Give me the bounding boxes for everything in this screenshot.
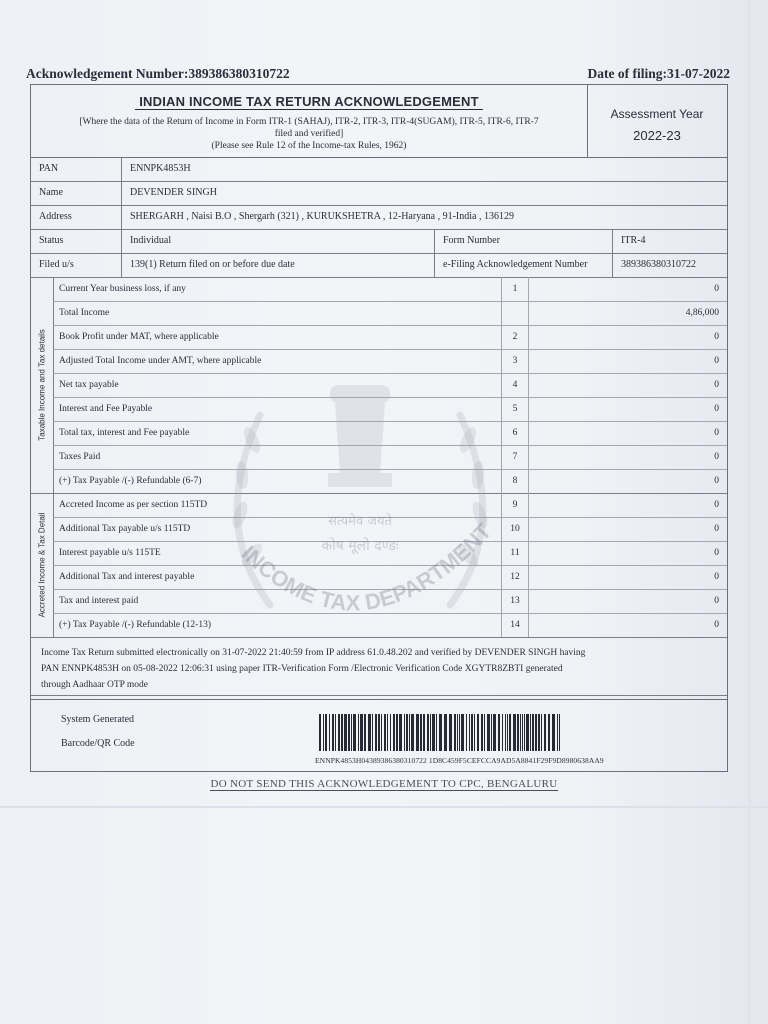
form-header bbox=[31, 85, 727, 158]
table-row: Additional Tax and interest payable 12 0 bbox=[53, 565, 727, 590]
table-row: Tax and interest paid 13 0 bbox=[53, 589, 727, 614]
efiling-value: 389386380310722 bbox=[612, 253, 727, 277]
table-row: Accreted Income as per section 115TD 9 0 bbox=[53, 493, 727, 518]
name-label: Name bbox=[39, 187, 63, 198]
accreted-section-label: Accreted Income & Tax Detail bbox=[31, 493, 54, 637]
filed-label: Filed u/s bbox=[39, 259, 74, 270]
table-row: Current Year business loss, if any 1 0 bbox=[53, 277, 727, 302]
do-not-send-notice: DO NOT SEND THIS ACKNOWLEDGEMENT TO CPC, BENGALURU bbox=[210, 778, 558, 790]
system-generated-label: System Generated bbox=[61, 714, 135, 725]
address-label: Address bbox=[39, 211, 72, 222]
address-row bbox=[31, 205, 727, 230]
name-row bbox=[31, 181, 727, 206]
table-row: Interest and Fee Payable 5 0 bbox=[53, 397, 727, 422]
header-line bbox=[26, 66, 730, 86]
status-value: Individual bbox=[121, 229, 440, 253]
form-title-block bbox=[31, 85, 588, 157]
form-title: INDIAN INCOME TAX RETURN ACKNOWLEDGEMENT bbox=[31, 94, 587, 109]
efiling-label: e-Filing Acknowledgement Number bbox=[434, 253, 613, 277]
svg-text:सत्यमेव जयते: सत्यमेव जयते bbox=[328, 514, 392, 529]
table-row: (+) Tax Payable /(-) Refundable (12-13) 14 0 bbox=[53, 613, 727, 637]
table-row: Net tax payable 4 0 bbox=[53, 373, 727, 398]
table-row: Total tax, interest and Fee payable 6 0 bbox=[53, 421, 727, 446]
status-row bbox=[31, 229, 727, 254]
svg-text:INCOME TAX DEPARTMENT: INCOME TAX DEPARTMENT bbox=[236, 518, 497, 616]
barcode-label: Barcode/QR Code bbox=[61, 738, 135, 749]
status-label: Status bbox=[39, 235, 64, 246]
assessment-year-block bbox=[587, 85, 727, 157]
pan-label: PAN bbox=[39, 163, 59, 174]
filed-row bbox=[31, 253, 727, 278]
barcode-section bbox=[30, 699, 728, 772]
name-value: DEVENDER SINGH bbox=[121, 181, 727, 205]
taxable-section-label: Taxable Income and Tax details bbox=[31, 277, 54, 494]
form-subtitle: [Where the data of the Return of Income in Form ITR-1 (SAHAJ), ITR-2, ITR-3, ITR-4(SUGAM), ITR-5, ITR-6, ITR-7 filed and verified] (Please see Rule 12 of the Income-tax Rules, 1962) bbox=[79, 117, 539, 151]
svg-text:कोष मूलो दण्डः: कोष मूलो दण्डः bbox=[321, 538, 399, 554]
address-value: SHERGARH , Naisi B.O , Shergarh (321) , KURUKSHETRA , 12-Haryana , 91-India , 136129 bbox=[121, 205, 727, 229]
acknowledgement-number: Acknowledgement Number:389386380310722 bbox=[26, 66, 290, 81]
table-row: Adjusted Total Income under AMT, where applicable 3 0 bbox=[53, 349, 727, 374]
table-row: (+) Tax Payable /(-) Refundable (6-7) 8 0 bbox=[53, 469, 727, 494]
filed-value: 139(1) Return filed on or before due date bbox=[121, 253, 440, 277]
table-row: Book Profit under MAT, where applicable 2 0 bbox=[53, 325, 727, 350]
paper-edge bbox=[748, 0, 751, 1024]
form-number-label: Form Number bbox=[434, 229, 613, 253]
assessment-year-value: 2022-23 bbox=[633, 128, 681, 143]
acknowledgement-form bbox=[30, 84, 728, 700]
date-of-filing: Date of filing:31-07-2022 bbox=[587, 66, 730, 81]
table-row: Taxes Paid 7 0 bbox=[53, 445, 727, 470]
table-row: Total Income 4,86,000 bbox=[53, 301, 727, 326]
paper-fold bbox=[0, 806, 768, 808]
table-row: Additional Tax payable u/s 115TD 10 0 bbox=[53, 517, 727, 542]
verification-statement: Income Tax Return submitted electronically on 31-07-2022 21:40:59 from IP address 61.0.48.202 and verified by DEVENDER SINGH having PAN ENNPK4853H on 05-08-2022 12:06:31 using paper ITR-Verification Form /Electronic Verification Code XGYTR8ZBTI generated through Aadhaar OTP mode bbox=[31, 637, 727, 696]
table-row: Interest payable u/s 115TE 11 0 bbox=[53, 541, 727, 566]
income-tax-table bbox=[31, 277, 727, 638]
pan-value: ENNPK4853H bbox=[121, 157, 727, 181]
barcode-text: ENNPK4853H04389386380310722 1D8C459F5CEFCCA9AD5A8841F29F9D8980638AA9 bbox=[315, 756, 604, 765]
form-number-value: ITR-4 bbox=[612, 229, 727, 253]
barcode-image bbox=[319, 714, 564, 751]
pan-row bbox=[31, 157, 727, 182]
assessment-year-label: Assessment Year bbox=[610, 107, 704, 121]
